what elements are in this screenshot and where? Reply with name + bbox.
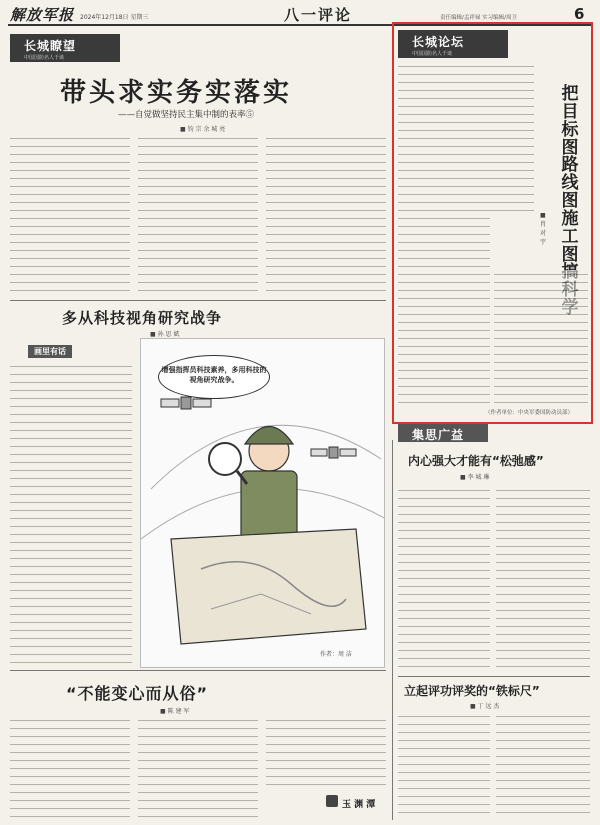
ideas-article-2-author: ■ 丁 远 杰 <box>470 703 500 710</box>
main-article-subtitle: ——自觉做坚持民主集中制的表率⑤ <box>118 110 255 120</box>
featured-article-column-1 <box>398 214 490 404</box>
bottom-article-column-3 <box>266 716 386 792</box>
ideas-article-2-column-1 <box>398 712 490 820</box>
column-banner-ideas: 集思广益 <box>398 424 488 442</box>
illustration-credit: 作者：周 洁 <box>320 651 352 658</box>
column-banner-right-title: 长城论坛 <box>412 35 465 49</box>
section-divider-3 <box>398 676 590 677</box>
bottom-article-column-2 <box>138 716 258 820</box>
featured-article-column-2 <box>494 270 588 406</box>
ideas-article-1-column-2 <box>496 486 590 672</box>
masthead: 解放军报 <box>10 6 75 24</box>
main-article-column-1 <box>10 134 130 296</box>
ideas-article-1-title: 内心强大才能有“松弛感” <box>408 454 544 468</box>
bottom-article-column-1 <box>10 716 130 820</box>
science-article-byline: ■ 孙 思 斌 <box>150 331 180 338</box>
column-rule <box>392 440 393 820</box>
section-divider <box>10 300 386 301</box>
bottom-article-title: “不能变心而从俗” <box>66 684 209 703</box>
section-title: 八一评论 <box>284 6 353 24</box>
science-article-column-1 <box>10 362 132 664</box>
column-banner-left <box>10 34 120 62</box>
column-name: 玉 渊 潭 <box>342 800 376 810</box>
main-article-byline: ■ 钧 宗 余 城 亮 <box>180 126 226 133</box>
column-logo-icon <box>326 795 338 807</box>
featured-article-credit: （作者单位：中央军委国防动员部） <box>485 410 574 416</box>
editors-credit: 责任编辑/孟祥禄 实习编辑/周卫 <box>440 15 517 21</box>
ideas-article-1-author: ■ 李 城 琳 <box>460 474 490 481</box>
page-number: 6 <box>574 5 585 23</box>
featured-article-column-top <box>398 62 534 212</box>
featured-article-author: ■ 肖 对 宇 <box>540 212 547 246</box>
ideas-article-2-column-2 <box>496 712 590 820</box>
column-banner-left-sub: 中国国防名人千谈 <box>24 55 65 61</box>
section-divider-2 <box>10 670 386 671</box>
column-banner-right <box>398 30 508 58</box>
bottom-article-byline: ■ 陈 建 军 <box>160 708 190 715</box>
column-banner-left-title: 长城瞭望 <box>24 39 77 53</box>
column-banner-right-sub: 中国国防名人千谈 <box>412 51 453 57</box>
issue-date: 2024年12月18日 星期三 <box>80 14 149 21</box>
speech-bubble: 增强指挥员科技素养，多用科技的视角研究战争。 <box>158 355 270 399</box>
featured-article-title: 把目标图路线图施工图 <box>561 84 579 265</box>
ideas-article-1-column-1 <box>398 486 490 672</box>
picture-commentary-tag: 画里有话 <box>28 345 72 358</box>
ideas-article-2-title: 立起评功评奖的“铁标尺” <box>404 684 540 698</box>
science-article-title: 多从科技视角研究战争 <box>62 309 223 327</box>
main-article-column-3 <box>266 134 386 296</box>
main-article-column-2 <box>138 134 258 296</box>
main-article-title: 带头求实务实落实 <box>60 78 293 108</box>
